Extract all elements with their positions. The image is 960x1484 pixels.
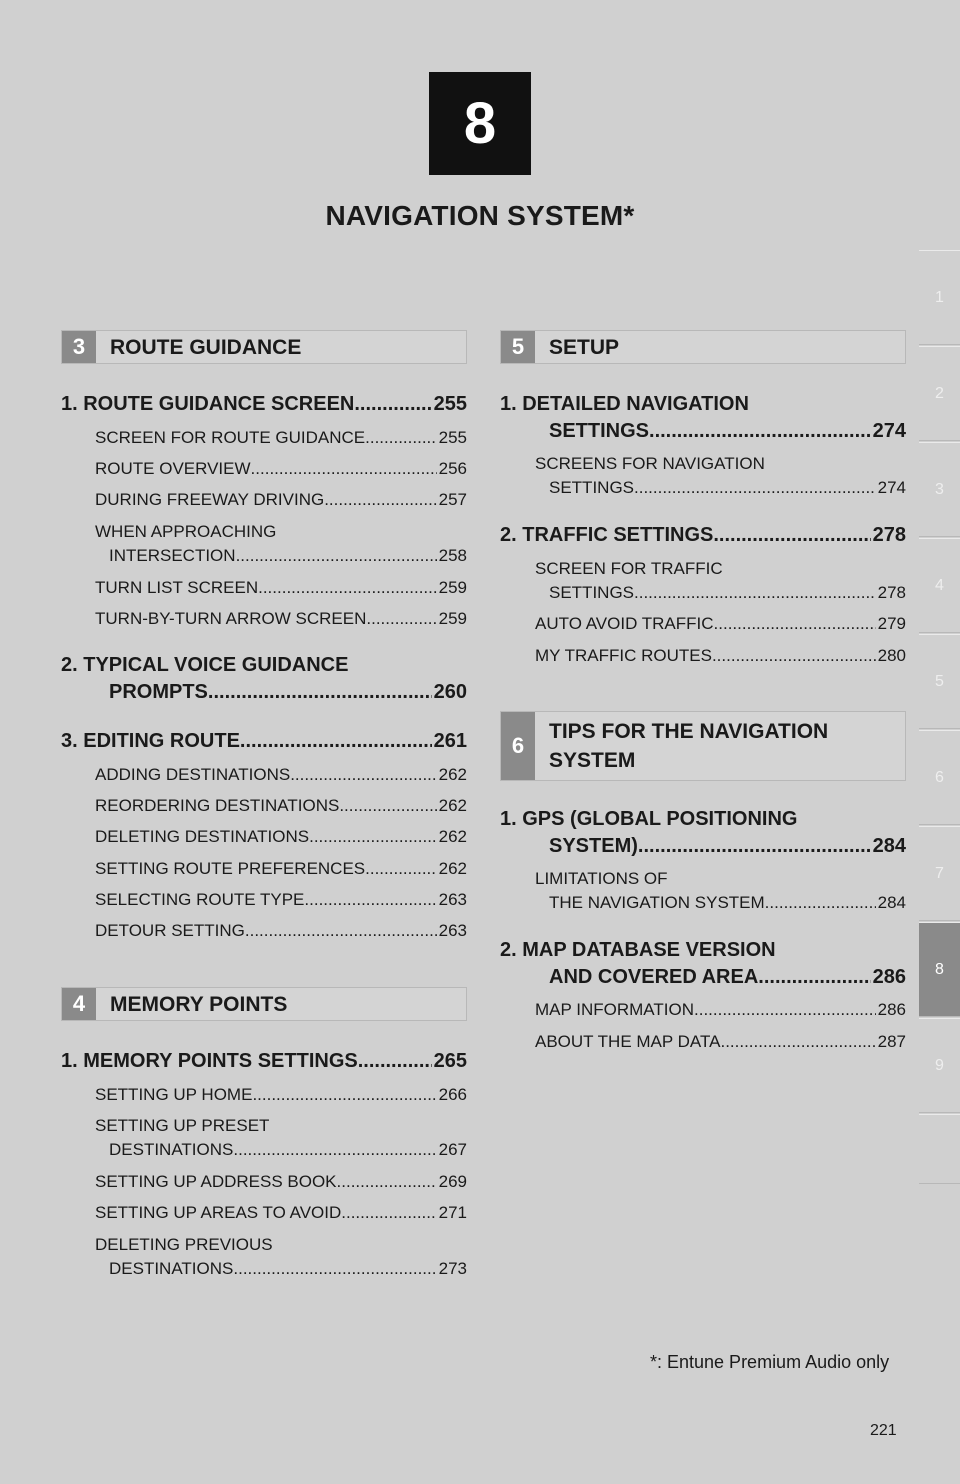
leader-dots bbox=[758, 964, 870, 991]
section-number: 3 bbox=[62, 331, 96, 363]
chapter-tab-2[interactable]: 2 bbox=[919, 346, 960, 441]
leader-dots bbox=[252, 1083, 436, 1107]
item-title: DURING FREEWAY DRIVING bbox=[95, 490, 325, 509]
item-page: 266 bbox=[438, 1085, 467, 1104]
leader-dots bbox=[341, 1201, 436, 1225]
item-title-line1: SCREENS FOR NAVIGATION bbox=[535, 454, 765, 473]
section-title bbox=[535, 712, 828, 780]
section-number: 5 bbox=[501, 331, 535, 363]
topic-title: PROMPTS bbox=[109, 681, 208, 703]
item-title: THE NAVIGATION SYSTEM bbox=[549, 893, 765, 912]
toc-item-multiline[interactable] bbox=[95, 1114, 467, 1162]
leader-dots bbox=[290, 763, 436, 787]
leader-dots bbox=[337, 1170, 437, 1194]
chapter-tab-9[interactable]: 9 bbox=[919, 1018, 960, 1113]
toc-item[interactable] bbox=[95, 576, 467, 600]
toc-item[interactable] bbox=[95, 763, 467, 787]
item-page: 286 bbox=[877, 1000, 906, 1019]
section-header-route-guidance bbox=[61, 330, 467, 364]
topic-title-line1: 1. DETAILED NAVIGATION bbox=[500, 393, 749, 415]
toc-item[interactable] bbox=[535, 612, 906, 636]
section-header-setup bbox=[500, 330, 906, 364]
item-title: ROUTE OVERVIEW bbox=[95, 459, 251, 478]
toc-item-multiline[interactable] bbox=[535, 452, 906, 500]
chapter-tab-blank bbox=[919, 1114, 960, 1184]
topic-title: AND COVERED AREA bbox=[549, 966, 759, 988]
toc-item-multiline[interactable] bbox=[535, 557, 906, 605]
item-title-line1: DELETING PREVIOUS bbox=[95, 1235, 273, 1254]
item-page: 267 bbox=[438, 1140, 467, 1159]
item-title: AUTO AVOID TRAFFIC bbox=[535, 614, 714, 633]
chapter-tab-6[interactable]: 6 bbox=[919, 730, 960, 825]
section-title: ROUTE GUIDANCE bbox=[110, 335, 302, 359]
leader-dots bbox=[366, 607, 436, 631]
item-page: 271 bbox=[438, 1203, 467, 1222]
item-title: ABOUT THE MAP DATA bbox=[535, 1032, 721, 1051]
item-title: SETTINGS bbox=[549, 478, 635, 497]
item-title: DELETING DESTINATIONS bbox=[95, 827, 310, 846]
leader-dots bbox=[649, 418, 871, 445]
toc-item[interactable] bbox=[535, 998, 906, 1022]
item-title-line1: SETTING UP PRESET bbox=[95, 1116, 270, 1135]
toc-item[interactable] bbox=[95, 1083, 467, 1107]
toc-topic[interactable] bbox=[61, 728, 467, 755]
topic-title-line1: 1. GPS (GLOBAL POSITIONING bbox=[500, 808, 798, 830]
toc-item[interactable] bbox=[95, 488, 467, 512]
item-title: TURN-BY-TURN ARROW SCREEN bbox=[95, 609, 367, 628]
leader-dots bbox=[208, 679, 432, 706]
item-page: 279 bbox=[877, 614, 906, 633]
toc-item-multiline[interactable] bbox=[95, 1233, 467, 1281]
topic-title-line1: 2. MAP DATABASE VERSION bbox=[500, 939, 776, 961]
leader-dots bbox=[713, 522, 870, 549]
toc-topic[interactable] bbox=[61, 1048, 467, 1075]
chapter-tab-7[interactable]: 7 bbox=[919, 826, 960, 921]
item-title: SCREEN FOR ROUTE GUIDANCE bbox=[95, 428, 366, 447]
leader-dots bbox=[339, 794, 436, 818]
topic-page: 260 bbox=[433, 681, 467, 703]
toc-item[interactable] bbox=[535, 644, 906, 668]
item-title: SETTING UP AREAS TO AVOID bbox=[95, 1203, 342, 1222]
toc-item-multiline[interactable] bbox=[535, 867, 906, 915]
topic-page: 274 bbox=[872, 420, 906, 442]
leader-dots bbox=[233, 1257, 436, 1281]
toc-item[interactable] bbox=[95, 1170, 467, 1194]
topic-page: 284 bbox=[872, 835, 906, 857]
item-title: DETOUR SETTING bbox=[95, 921, 245, 940]
leader-dots bbox=[638, 833, 871, 860]
chapter-number-badge: 8 bbox=[429, 72, 531, 175]
item-page: 257 bbox=[438, 490, 467, 509]
item-title: SELECTING ROUTE TYPE bbox=[95, 890, 305, 909]
item-title: SETTING ROUTE PREFERENCES bbox=[95, 859, 366, 878]
item-page: 262 bbox=[438, 796, 467, 815]
footnote: *: Entune Premium Audio only bbox=[650, 1352, 890, 1372]
page-number: 221 bbox=[870, 1422, 897, 1439]
leader-dots bbox=[720, 1030, 875, 1054]
item-page: 263 bbox=[438, 921, 467, 940]
toc-item[interactable] bbox=[95, 607, 467, 631]
toc-item[interactable] bbox=[95, 888, 467, 912]
chapter-tabs bbox=[919, 250, 960, 1185]
item-title: MY TRAFFIC ROUTES bbox=[535, 646, 712, 665]
toc-item[interactable] bbox=[95, 1201, 467, 1225]
toc-topic[interactable] bbox=[500, 522, 906, 549]
toc-item-multiline[interactable] bbox=[95, 520, 467, 568]
section-number: 6 bbox=[501, 712, 535, 780]
toc-item[interactable] bbox=[95, 794, 467, 818]
section-title: MEMORY POINTS bbox=[110, 992, 288, 1016]
chapter-tab-3[interactable]: 3 bbox=[919, 442, 960, 537]
section-title-line1: TIPS FOR THE NAVIGATION bbox=[549, 720, 829, 743]
item-title: REORDERING DESTINATIONS bbox=[95, 796, 340, 815]
toc-item[interactable] bbox=[95, 825, 467, 849]
leader-dots bbox=[365, 857, 436, 881]
item-page: 259 bbox=[438, 578, 467, 597]
toc-item[interactable] bbox=[95, 426, 467, 450]
chapter-tab-5[interactable]: 5 bbox=[919, 634, 960, 729]
topic-page: 255 bbox=[433, 393, 467, 415]
item-page: 269 bbox=[438, 1172, 467, 1191]
topic-title: 3. EDITING ROUTE bbox=[61, 730, 240, 752]
item-page: 278 bbox=[877, 583, 906, 602]
toc-topic-multiline[interactable] bbox=[500, 391, 906, 445]
toc-item[interactable] bbox=[95, 457, 467, 481]
leader-dots bbox=[358, 1048, 432, 1075]
item-page: 259 bbox=[438, 609, 467, 628]
item-title: DESTINATIONS bbox=[109, 1140, 234, 1159]
toc-item[interactable] bbox=[535, 1030, 906, 1054]
item-title: SETTING UP ADDRESS BOOK bbox=[95, 1172, 337, 1191]
topic-page: 261 bbox=[433, 730, 467, 752]
leader-dots bbox=[694, 998, 876, 1022]
item-page: 274 bbox=[877, 478, 906, 497]
chapter-tab-4[interactable]: 4 bbox=[919, 538, 960, 633]
leader-dots bbox=[324, 488, 436, 512]
toc-item[interactable] bbox=[95, 857, 467, 881]
item-title-line1: SCREEN FOR TRAFFIC bbox=[535, 559, 723, 578]
item-page: 255 bbox=[438, 428, 467, 447]
topic-title-line1: 2. TYPICAL VOICE GUIDANCE bbox=[61, 654, 349, 676]
item-page: 284 bbox=[877, 893, 906, 912]
item-title: MAP INFORMATION bbox=[535, 1000, 694, 1019]
item-title: ADDING DESTINATIONS bbox=[95, 765, 291, 784]
item-page: 262 bbox=[438, 827, 467, 846]
toc-topic-multiline[interactable] bbox=[61, 652, 467, 706]
chapter-tab-1[interactable]: 1 bbox=[919, 250, 960, 345]
topic-page: 265 bbox=[433, 1050, 467, 1072]
section-number: 4 bbox=[62, 988, 96, 1020]
toc-item[interactable] bbox=[95, 919, 467, 943]
leader-dots bbox=[354, 391, 431, 418]
item-title: SETTING UP HOME bbox=[95, 1085, 253, 1104]
leader-dots bbox=[634, 476, 876, 500]
leader-dots bbox=[245, 919, 437, 943]
topic-title: 1. ROUTE GUIDANCE SCREEN bbox=[61, 393, 355, 415]
leader-dots bbox=[634, 581, 876, 605]
item-page: 258 bbox=[438, 546, 467, 565]
item-title: DESTINATIONS bbox=[109, 1259, 234, 1278]
topic-title: SYSTEM) bbox=[549, 835, 638, 857]
leader-dots bbox=[309, 825, 437, 849]
chapter-tab-8-active[interactable]: 8 bbox=[919, 922, 960, 1017]
item-page: 287 bbox=[877, 1032, 906, 1051]
section-title-line2: SYSTEM bbox=[549, 749, 636, 772]
item-page: 262 bbox=[438, 859, 467, 878]
section-header-memory-points bbox=[61, 987, 467, 1021]
leader-dots bbox=[233, 1138, 436, 1162]
item-title: TURN LIST SCREEN bbox=[95, 578, 259, 597]
item-page: 280 bbox=[877, 646, 906, 665]
topic-page: 286 bbox=[872, 966, 906, 988]
topic-page: 278 bbox=[872, 524, 906, 546]
item-page: 263 bbox=[438, 890, 467, 909]
item-page: 273 bbox=[438, 1259, 467, 1278]
item-title: INTERSECTION bbox=[109, 546, 236, 565]
toc-topic-multiline[interactable] bbox=[500, 806, 906, 860]
topic-title: SETTINGS bbox=[549, 420, 650, 442]
leader-dots bbox=[304, 888, 436, 912]
topic-title: 2. TRAFFIC SETTINGS bbox=[500, 524, 714, 546]
leader-dots bbox=[712, 644, 876, 668]
toc-topic[interactable] bbox=[61, 391, 467, 418]
item-page: 256 bbox=[438, 459, 467, 478]
leader-dots bbox=[240, 728, 432, 755]
toc-topic-multiline[interactable] bbox=[500, 937, 906, 991]
leader-dots bbox=[365, 426, 436, 450]
leader-dots bbox=[251, 457, 437, 481]
leader-dots bbox=[236, 544, 437, 568]
item-title: SETTINGS bbox=[549, 583, 635, 602]
leader-dots bbox=[765, 891, 876, 915]
section-header-tips bbox=[500, 711, 906, 781]
item-page: 262 bbox=[438, 765, 467, 784]
topic-title: 1. MEMORY POINTS SETTINGS bbox=[61, 1050, 358, 1072]
section-title: SETUP bbox=[549, 335, 620, 359]
leader-dots bbox=[258, 576, 437, 600]
item-title-line1: WHEN APPROACHING bbox=[95, 522, 277, 541]
leader-dots bbox=[714, 612, 876, 636]
chapter-title: NAVIGATION SYSTEM* bbox=[325, 200, 635, 231]
item-title-line1: LIMITATIONS OF bbox=[535, 869, 668, 888]
